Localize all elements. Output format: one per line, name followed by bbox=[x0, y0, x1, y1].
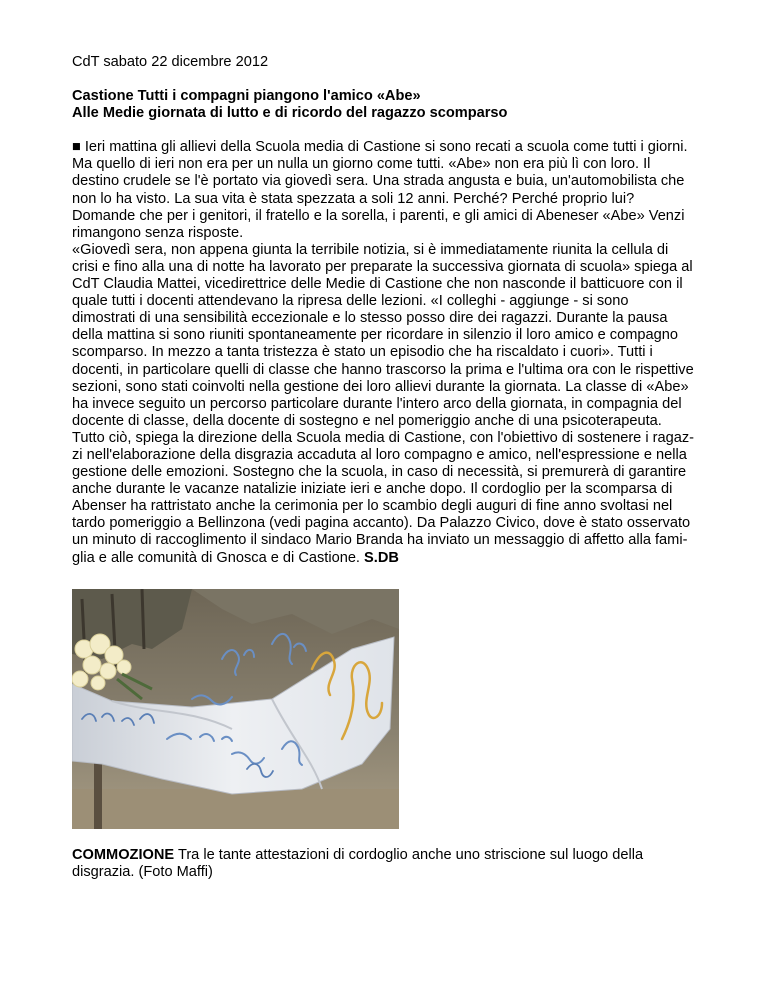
caption-label: COMMOZIONE bbox=[72, 847, 175, 863]
article-body-line: ha invece seguito un percorso particolare durante l'intero arco della giornata, in compagnia del bbox=[72, 395, 682, 412]
article-body-line: scomparso. In mezzo a tanta tristezza è stato un episodio che ha riscaldato i cuori». Tutti i bbox=[72, 344, 653, 361]
headlines bbox=[72, 88, 722, 122]
article-body-line: quale tutti i docenti attendevano la ripresa delle lezioni. «I colleghi - aggiunge - si sono bbox=[72, 293, 629, 310]
article-body-line: destino crudele se l'è portato via giovedì sera. Una strada angusta e buia, un'automobilista che bbox=[72, 173, 685, 190]
article-body-line: anche durante le vacanze natalizie iniziate ieri e anche dopo. Il cordoglio per la scomparsa di bbox=[72, 481, 673, 498]
article-body bbox=[72, 139, 722, 549]
article-body-line: Domande che per i genitori, il fratello e la sorella, i parenti, e gli amici di Abeneser «Abe» Venzi bbox=[72, 207, 685, 224]
caption-text-1: Tra le tante attestazioni di cordoglio anche uno striscione sul luogo della bbox=[174, 847, 644, 863]
article-body-line: ■ Ieri mattina gli allievi della Scuola media di Castione si sono recati a scuola come tutti i giorni. bbox=[72, 139, 688, 156]
article bbox=[72, 54, 722, 567]
article-body-line: sezioni, sono stati coinvolti nella gestione dei loro allievi durante la giornata. La classe di «Abe» bbox=[72, 378, 689, 395]
headline-sub: Alle Medie giornata di lutto e di ricordo del ragazzo scomparso bbox=[72, 105, 508, 122]
article-body-line: Abenser ha rattristato anche la cerimonia per lo scambio degli auguri di fine anno svoltasi nel bbox=[72, 498, 673, 515]
headline-main: Castione Tutti i compagni piangono l'amico «Abe» bbox=[72, 88, 421, 105]
article-body-line: dimostrati di una sensibilità eccezionale e lo stesso posso dire dei ragazzi. Durante la pausa bbox=[72, 310, 668, 327]
caption-line-2: disgrazia. (Foto Maffi) bbox=[72, 864, 213, 881]
dateline: CdT sabato 22 dicembre 2012 bbox=[72, 54, 269, 70]
article-body-line: tardo pomeriggio a Bellinzona (vedi pagina accanto). Da Palazzo Civico, dove è stato osservato bbox=[72, 515, 691, 532]
banner-photo bbox=[72, 589, 399, 829]
article-last-line bbox=[72, 550, 722, 567]
article-body-line: della mattina si sono riuniti spontaneamente per ricordare in silenzio il loro amico e compagno bbox=[72, 327, 678, 344]
article-body-line: docenti, in particolare quelli di classe che hanno trascorso la prima e l'ultima ora con le rispettive bbox=[72, 361, 694, 378]
article-body-line: Ma quello di ieri non era per un nulla un giorno come tutti. «Abe» non era più lì con loro. Il bbox=[72, 156, 651, 173]
article-body-line: un minuto di raccoglimento il sindaco Mario Branda ha inviato un messaggio di affetto alla fami- bbox=[72, 532, 688, 549]
article-body-line: rimangono senza risposte. bbox=[72, 224, 244, 241]
caption-line-1 bbox=[72, 847, 722, 864]
article-body-line: CdT Claudia Mattei, vicedirettrice delle Medie di Castione che non nasconde il batticuore con il bbox=[72, 276, 683, 293]
article-body-line: zi nell'elaborazione della disgrazia accaduta al loro compagno e amico, nell'espressione e nella bbox=[72, 446, 687, 463]
article-body-line: Tutto ciò, spiega la direzione della Scuola media di Castione, con l'obiettivo di sostenere i ragaz- bbox=[72, 429, 695, 446]
photo-caption bbox=[72, 847, 722, 881]
article-body-line: gestione delle emozioni. Sostegno che la scuola, in caso di necessità, si premurerà di garantire bbox=[72, 464, 687, 481]
article-body-line: non lo ha visto. La sua vita è stata spezzata a soli 12 anni. Perché? Perché proprio lui? bbox=[72, 190, 635, 207]
author-signature: S.DB bbox=[364, 549, 399, 566]
article-body-line: «Giovedì sera, non appena giunta la terribile notizia, si è immediatamente riunita la cellula di bbox=[72, 241, 669, 258]
last-line-text: glia e alle comunità di Gnosca e di Castione. bbox=[72, 549, 365, 566]
article-body-line: docente di classe, della docente di sostegno e nel pomeriggio anche di una psicoterapeuta. bbox=[72, 412, 662, 429]
article-body-line: crisi e fino alla una di notte ha lavorato per preparate la successiva giornata di scuola» spiega al bbox=[72, 258, 693, 275]
